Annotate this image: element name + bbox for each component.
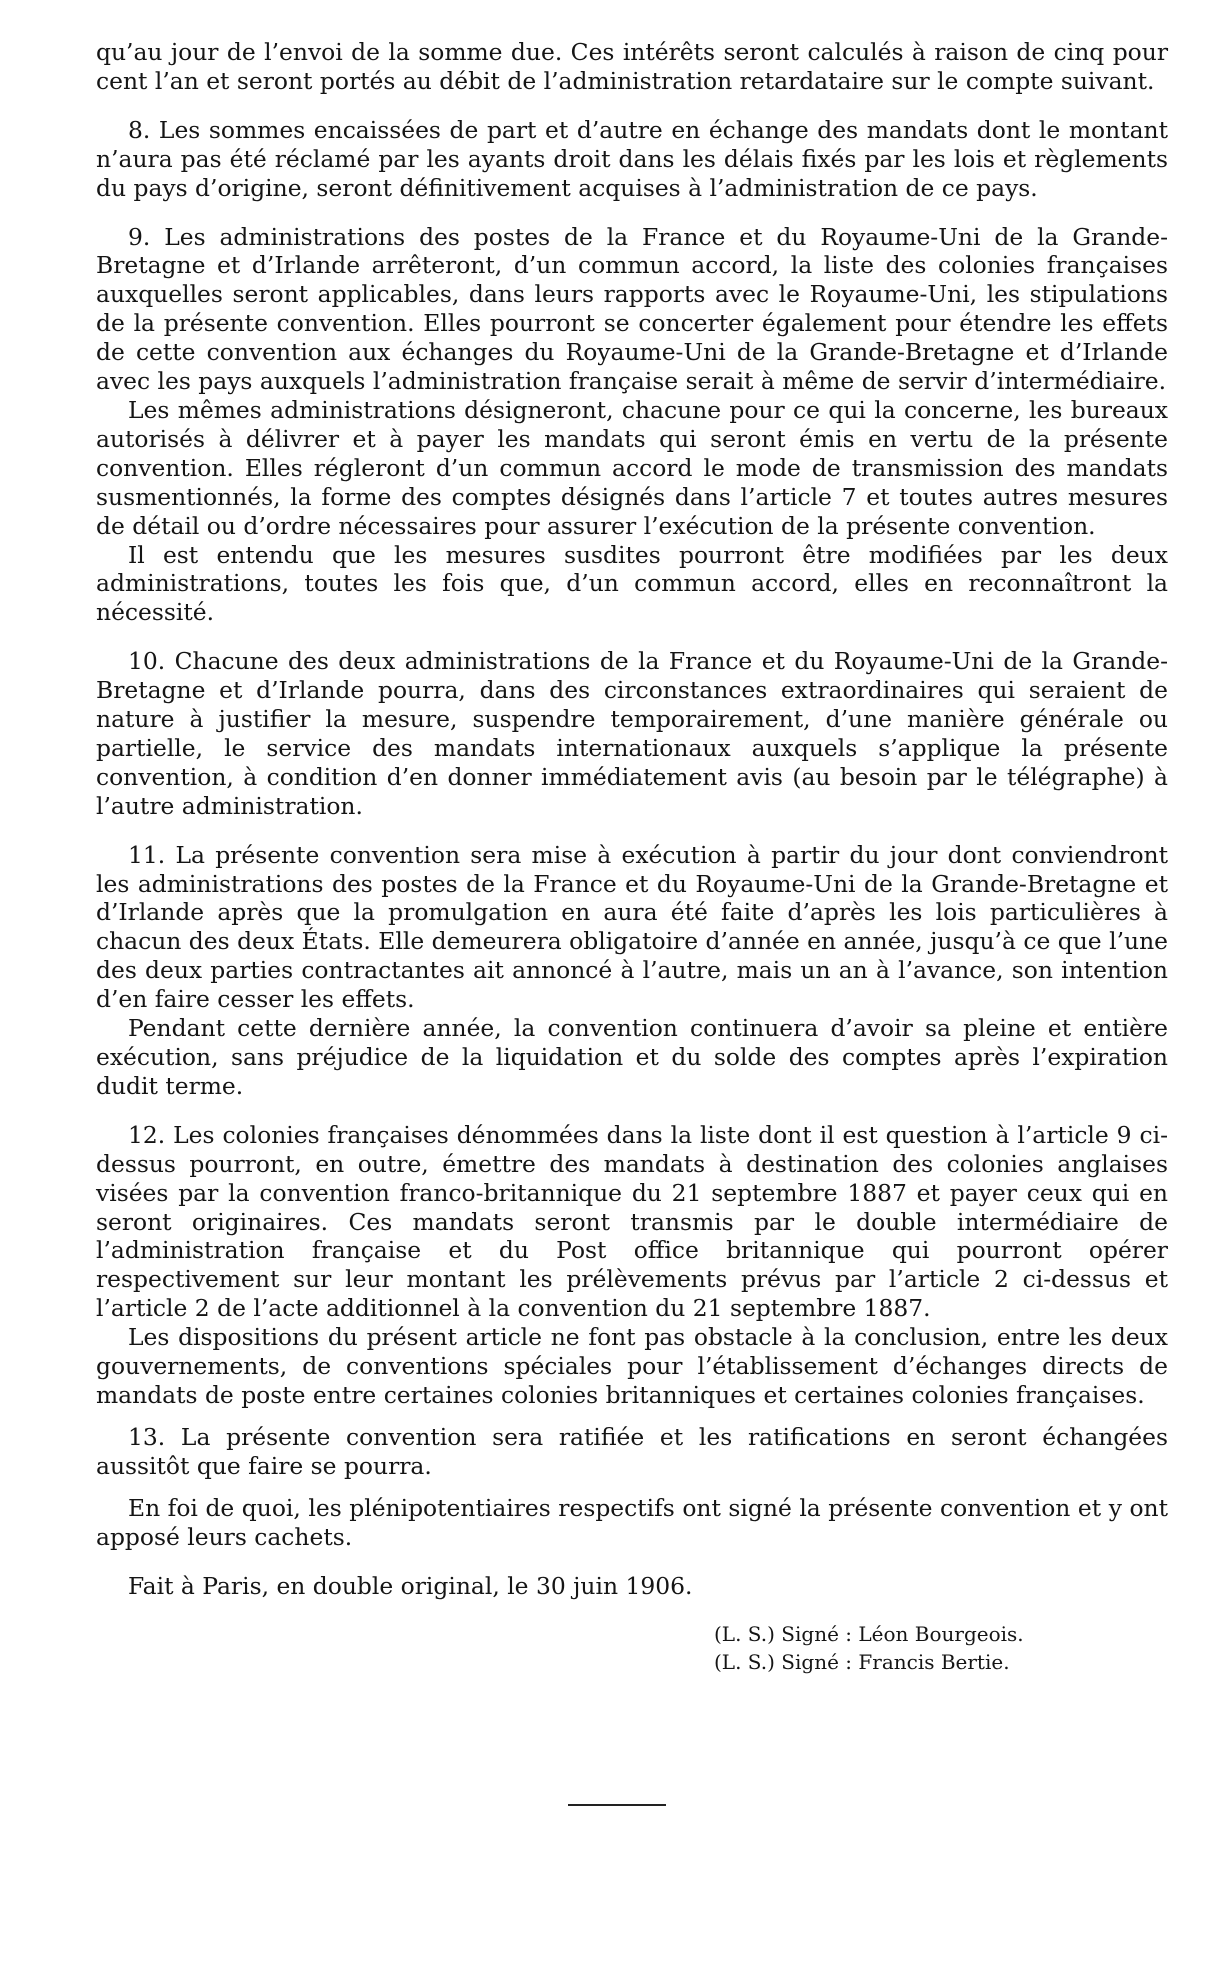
article-10: 10. Chacune des deux administrations de la France et du Royaume-Uni de la Grande-Bretagne et d’Irlande pourra, dans des circonstances extraordinaires qui seraient de nature à justifier la mesure, suspendre temporairement, d’une manière générale ou partielle, le service des mandats internationaux auxquels s’applique la présente convention, à condition d’en donner immédiatement avis (au besoin par le télégraphe) à l’autre administration. [96,647,1168,820]
article-9-paragraph-3: Il est entendu que les mesures susdites pourront être modifiées par les deux administrations, toutes les fois que, d’un commun accord, elles en reconnaîtront la nécessité. [96,540,1168,627]
article-12: 12. Les colonies françaises dénommées dans la liste dont il est question à l’article 9 ci-dessus pourront, en outre, émettre des mandats à destination des colonies anglaises visées par la convention franco-britannique du 21 septembre 1887 et payer ceux qui en seront originaires. Ces mandats seront transmis par le double intermédiaire de l’administration française et du Post office britannique qui pourront opérer respectivement sur leur montant les prélèvements prévus par l’article 2 ci-dessus et l’article 2 de l’acte additionnel à la convention du 21 septembre 1887. [96,1120,1168,1323]
article-13: 13. La présente convention sera ratifiée et les ratifications en seront échangées aussitôt que faire se pourra. [96,1422,1168,1480]
closing-formula: En foi de quoi, les plénipotentiaires respectifs ont signé la présente convention et y ont apposé leurs cachets. [96,1493,1168,1551]
article-8: 8. Les sommes encaissées de part et d’autre en échange des mandats dont le montant n’aura pas été réclamé par les ayants droit dans les délais fixés par les lois et règlements du pays d’origine, seront définitivement acquises à l’administration de ce pays. [96,115,1168,202]
closing-rule [568,1804,666,1806]
signature-block [714,1620,1168,1676]
paragraph-continuation: qu’au jour de l’envoi de la somme due. Ces intérêts seront calculés à raison de cinq pour cent l’an et seront portés au débit de l’administration retardataire sur le compte suivant. [96,38,1168,95]
place-and-date: Fait à Paris, en double original, le 30 juin 1906. [128,1571,693,1600]
article-9: 9. Les administrations des postes de la France et du Royaume-Uni de la Grande-Bretagne et d’Irlande arrêteront, d’un commun accord, la liste des colonies françaises auxquelles seront applicables, dans leurs rapports avec le Royaume-Uni, les stipulations de la présente convention. Elles pourront se concerter également pour étendre les effets de cette convention aux échanges du Royaume-Uni de la Grande-Bretagne et d’Irlande avec les pays auxquels l’administration française serait à même de servir d’intermédiaire. [96,222,1168,396]
signature-bourgeois: (L. S.) Signé : Léon Bourgeois. [714,1622,1024,1647]
document-page [96,38,1168,1676]
signature-bertie: (L. S.) Signé : Francis Bertie. [714,1650,1010,1675]
article-11: 11. La présente convention sera mise à exécution à partir du jour dont conviendront les administrations des postes de la France et du Royaume-Uni de la Grande-Bretagne et d’Irlande après que la promulgation en aura été faite d’après les lois particulières à chacun des deux États. Elle demeurera obligatoire d’année en année, jusqu’à ce que l’une des deux parties contractantes ait annoncé à l’autre, mais un an à l’avance, son intention d’en faire cesser les effets. [96,840,1168,1014]
article-12-paragraph-2: Les dispositions du présent article ne font pas obstacle à la conclusion, entre les deux gouvernements, de conventions spéciales pour l’établissement d’échanges directs de mandats de poste entre certaines colonies britanniques et certaines colonies françaises. [96,1323,1168,1409]
article-11-paragraph-2: Pendant cette dernière année, la convention continuera d’avoir sa pleine et entière exécution, sans préjudice de la liquidation et du solde des comptes après l’expiration dudit terme. [96,1014,1168,1100]
article-9-paragraph-2: Les mêmes administrations désigneront, chacune pour ce qui la concerne, les bureaux autorisés à délivrer et à payer les mandats qui seront émis en vertu de la présente convention. Elles régleront d’un commun accord le mode de transmission des mandats susmentionnés, la forme des comptes désignés dans l’article 7 et toutes autres mesures de détail ou d’ordre nécessaires pour assurer l’exécution de la présente convention. [96,395,1168,540]
